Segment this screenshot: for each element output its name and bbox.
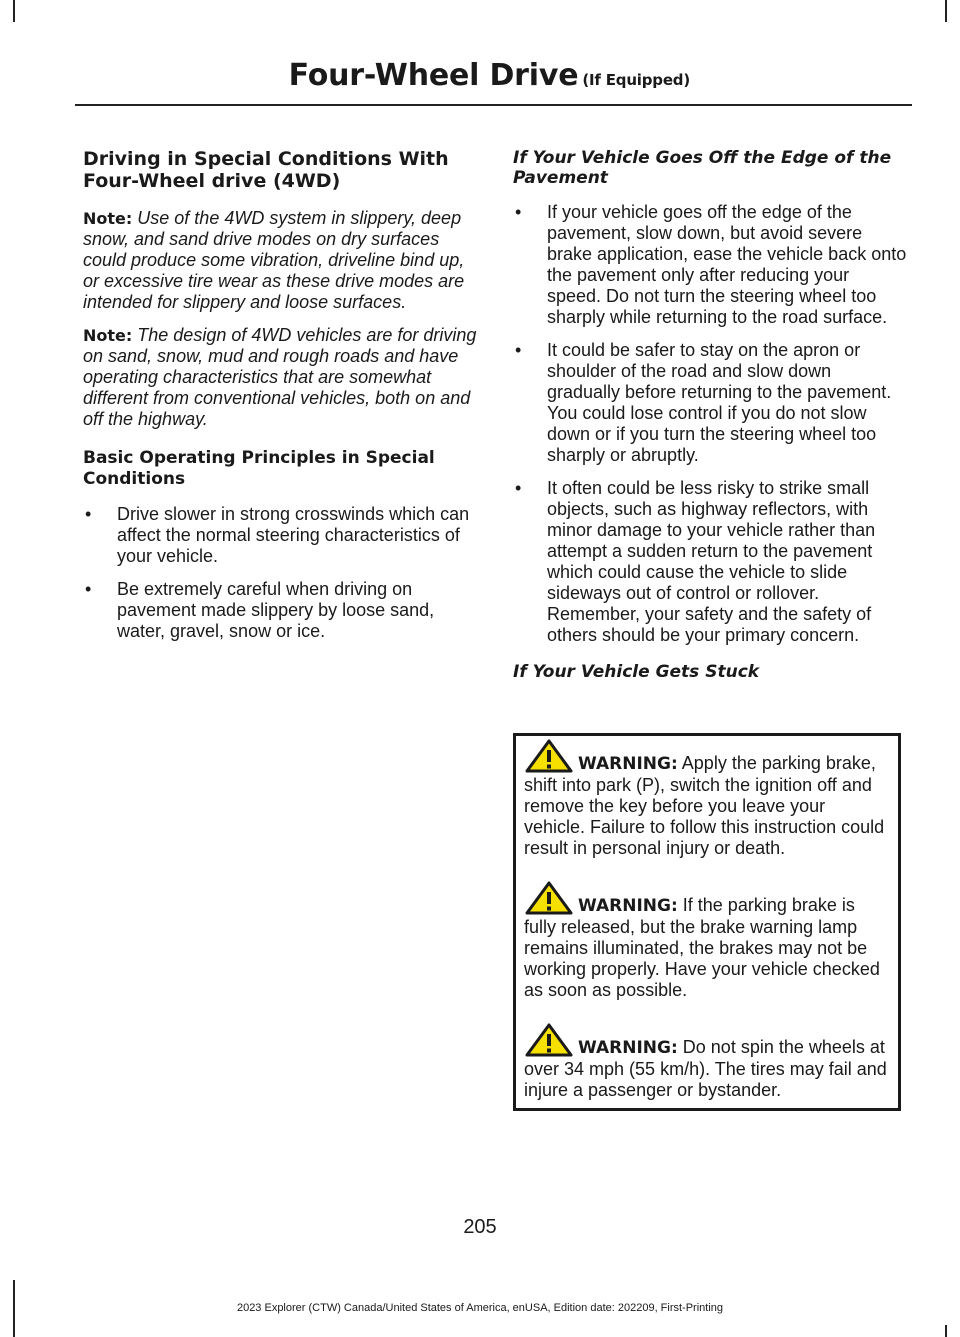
header-divider xyxy=(75,104,912,106)
warning-triangle-icon xyxy=(524,881,574,915)
crop-mark-bottom-right xyxy=(945,1325,947,1337)
bullet-list xyxy=(513,202,907,646)
header-title-text: Four-Wheel Drive xyxy=(288,58,579,93)
heading-vehicle-stuck: If Your Vehicle Gets Stuck xyxy=(513,662,760,682)
warning-item xyxy=(524,881,890,1001)
subheading-operating-principles: Basic Operating Principles in Special Conditions xyxy=(83,448,435,489)
heading-off-pavement: If Your Vehicle Goes Off the Edge of the Pavement xyxy=(513,148,892,188)
list-item-text: It often could be less risky to strike small objects, such as highway reflectors, with minor damage to your vehicle rather than attempt a sudden return to the pavement which could cause the vehicle to slide sideways out of control or rollover. Remember, your safety and the safety of others should be your primary concern. xyxy=(547,478,876,645)
note-paragraph xyxy=(83,208,477,313)
warning-triangle-icon xyxy=(524,1023,574,1057)
bullet-glyph: • xyxy=(85,579,92,599)
list-item xyxy=(513,340,907,466)
warning-label: WARNING: xyxy=(578,754,678,774)
warning-item xyxy=(524,1023,890,1101)
warning-item xyxy=(524,739,890,859)
warning-label: WARNING: xyxy=(578,1038,678,1058)
note-text: The design of 4WD vehicles are for driving on sand, snow, mud and rough roads and have operating characteristics that are somewhat different from conventional vehicles, both on and off the highway. xyxy=(83,325,477,429)
list-item-text: Be extremely careful when driving on pavement made slippery by loose sand, water, gravel, snow or ice. xyxy=(117,579,435,641)
list-item xyxy=(83,504,477,567)
bullet-glyph: • xyxy=(515,202,522,222)
warning-triangle-icon xyxy=(524,739,574,773)
list-item xyxy=(513,478,907,646)
note-label: Note: xyxy=(83,326,133,345)
note-label: Note: xyxy=(83,209,133,228)
crop-mark-top-right xyxy=(945,0,947,22)
header-subtitle: (If Equipped) xyxy=(582,71,690,89)
warning-text: Do not spin the wheels at over 34 mph (55 km/h). The tires may fail and injure a passenger or bystander. xyxy=(524,1037,887,1100)
bullet-list xyxy=(83,504,477,642)
bullet-glyph: • xyxy=(515,340,522,360)
footer-edition-info: 2023 Explorer (CTW) Canada/United States of America, enUSA, Edition date: 202209, First-Printing xyxy=(236,1302,724,1314)
note-paragraph xyxy=(83,325,477,430)
list-item xyxy=(83,579,477,642)
warning-text: If the parking brake is fully released, but the brake warning lamp remains illuminated, the brakes may not be working properly. Have your vehicle checked as soon as possible. xyxy=(524,895,880,1000)
list-item-text: It could be safer to stay on the apron or shoulder of the road and slow down gradually before returning to the pavement. You could lose control if you do not slow down or if you turn the steering wheel too sharply or abruptly. xyxy=(547,340,892,465)
list-item-text: Drive slower in strong crosswinds which can affect the normal steering characteristics of your vehicle. xyxy=(117,504,470,566)
list-item-text: If your vehicle goes off the edge of the pavement, slow down, but avoid severe brake application, ease the vehicle back onto the pavement only after reducing your speed. Do not turn the steering wheel too sharply while returning to the road surface. xyxy=(547,202,907,327)
crop-mark-top-left xyxy=(13,0,15,22)
right-column xyxy=(513,148,907,696)
warning-text: Apply the parking brake, shift into park (P), switch the ignition off and remove the key before you leave your vehicle. Failure to follow this instruction could result in personal injury or death. xyxy=(524,753,885,858)
warning-label: WARNING: xyxy=(578,896,678,916)
page-header-title xyxy=(289,58,690,93)
note-text: Use of the 4WD system in slippery, deep snow, and sand drive modes on dry surfaces could produce some vibration, driveline bind up, or excessive tire wear as these drive modes are intended for slippery and loose surfaces. xyxy=(83,208,465,312)
bullet-glyph: • xyxy=(85,504,92,524)
list-item xyxy=(513,202,907,328)
section-heading-special-conditions: Driving in Special Conditions With Four-Wheel drive (4WD) xyxy=(83,148,449,192)
warning-box xyxy=(513,733,901,1111)
bullet-glyph: • xyxy=(515,478,522,498)
page-number: 205 xyxy=(463,1216,497,1238)
left-column xyxy=(83,148,477,654)
